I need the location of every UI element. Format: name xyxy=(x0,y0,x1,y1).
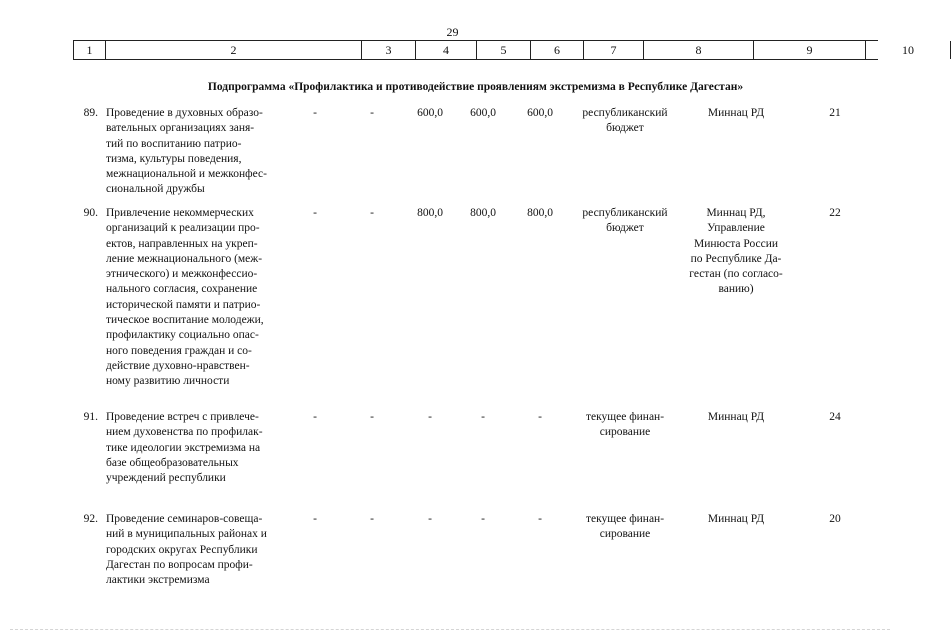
description-line: Дагестан по вопросам профи- xyxy=(106,558,253,571)
description-line: базе общеобразовательных xyxy=(106,456,239,469)
value-col10: 20 xyxy=(829,513,841,525)
column-header: 8 xyxy=(643,41,753,59)
value-col10: 24 xyxy=(829,411,841,423)
funding-source xyxy=(570,106,680,137)
value-col6: - xyxy=(481,513,485,525)
column-header: 1 xyxy=(73,41,105,59)
funding-source xyxy=(570,206,680,237)
row-number: 92. xyxy=(83,513,98,525)
funding-source xyxy=(570,512,680,543)
executor-line: Минюста России xyxy=(693,237,779,250)
description-line: исторической памяти и патрио- xyxy=(106,298,261,311)
description-line: тизма, культуры поведения, xyxy=(106,152,242,165)
funding-source-line: бюджет xyxy=(606,222,644,235)
row-description xyxy=(106,512,286,588)
executor-line: гестан (по согласо- xyxy=(689,268,783,281)
scan-artifact-line xyxy=(10,629,890,630)
description-line: Проведение в духовных образо- xyxy=(106,107,263,119)
column-header-row xyxy=(73,40,914,60)
funding-source-line: текущее финан- xyxy=(585,411,665,423)
description-line: ний в муниципальных районах и xyxy=(106,528,267,541)
description-line: нального согласия, сохранение xyxy=(106,283,258,296)
description-line: профилактику социально опас- xyxy=(106,329,259,342)
description-line: вательных организациях заня- xyxy=(106,122,255,135)
description-line: городских округах Республики xyxy=(106,543,258,556)
executor-line: Миннац РД xyxy=(707,107,765,119)
executor-line: Миннац РД, xyxy=(706,207,766,219)
description-line: сиональной дружбы xyxy=(106,183,205,196)
funding-source xyxy=(570,410,680,441)
funding-source-line: текущее финан- xyxy=(585,513,665,525)
column-header: 10 xyxy=(865,41,951,59)
column-header: 2 xyxy=(105,41,361,59)
row-description xyxy=(106,106,286,198)
executor-line: ванию) xyxy=(718,283,754,296)
executor xyxy=(680,206,792,298)
page-number: 29 xyxy=(446,25,459,39)
value-col7: 600,0 xyxy=(527,107,553,119)
executor-line: по Республике Да- xyxy=(690,252,782,265)
column-header: 3 xyxy=(361,41,415,59)
value-col3: - xyxy=(313,513,317,525)
description-line: Привлечение некоммерческих xyxy=(106,207,254,219)
funding-source-line: бюджет xyxy=(606,122,644,135)
description-line: тике идеологии экстремизма на xyxy=(106,441,261,454)
funding-source-line: сирование xyxy=(599,528,651,541)
value-col5: 600,0 xyxy=(417,107,443,119)
value-col5: 800,0 xyxy=(417,207,443,219)
column-header: 9 xyxy=(753,41,865,59)
column-header: 6 xyxy=(530,41,583,59)
value-col5: - xyxy=(428,513,432,525)
description-line: нием духовенства по профилак- xyxy=(106,426,263,439)
description-line: тий по воспитанию патрио- xyxy=(106,137,242,150)
value-col6: - xyxy=(481,411,485,423)
value-col5: - xyxy=(428,411,432,423)
value-col10: 22 xyxy=(829,207,841,219)
executor-line: Миннац РД xyxy=(707,513,765,525)
executor-line: Миннац РД xyxy=(707,411,765,423)
description-line: Проведение семинаров-совеща- xyxy=(106,513,263,525)
funding-source-line: сирование xyxy=(599,426,651,439)
description-line: организаций к реализации про- xyxy=(106,222,260,235)
funding-source-line: республиканский xyxy=(582,107,668,119)
value-col7: 800,0 xyxy=(527,207,553,219)
value-col4: - xyxy=(370,513,374,525)
description-line: лактики экстремизма xyxy=(106,574,210,587)
row-number: 90. xyxy=(83,207,98,219)
description-line: действие духовно-нравствен- xyxy=(106,359,250,372)
value-col3: - xyxy=(313,207,317,219)
value-col3: - xyxy=(313,411,317,423)
row-description xyxy=(106,410,286,486)
description-line: Проведение встреч с привлече- xyxy=(106,411,259,423)
description-line: учреждений республики xyxy=(106,472,226,485)
description-line: ектов, направленных на укреп- xyxy=(106,237,258,250)
value-col4: - xyxy=(370,207,374,219)
value-col3: - xyxy=(313,107,317,119)
description-line: тическое воспитание молодежи, xyxy=(106,314,264,327)
description-line: ление межнационального (меж- xyxy=(106,252,263,265)
executor xyxy=(680,106,792,121)
executor xyxy=(680,512,792,527)
description-line: ному развитию личности xyxy=(106,375,230,388)
executor xyxy=(680,410,792,425)
row-number: 89. xyxy=(83,107,98,119)
column-header: 5 xyxy=(476,41,530,59)
value-col4: - xyxy=(370,411,374,423)
column-header: 7 xyxy=(583,41,643,59)
executor-line: Управление xyxy=(707,222,765,235)
column-header: 4 xyxy=(415,41,476,59)
subprogram-title: Подпрограмма «Профилактика и противодействие проявлениям экстремизма в Республике Дагестан» xyxy=(207,81,744,93)
funding-source-line: республиканский xyxy=(582,207,668,219)
description-line: этнического) и межконфессио- xyxy=(106,268,258,281)
description-line: ного поведения граждан и со- xyxy=(106,344,252,357)
value-col4: - xyxy=(370,107,374,119)
value-col7: - xyxy=(538,411,542,423)
description-line: межнациональной и межконфес- xyxy=(106,168,267,181)
row-number: 91. xyxy=(83,411,98,423)
value-col6: 800,0 xyxy=(470,207,496,219)
value-col6: 600,0 xyxy=(470,107,496,119)
value-col7: - xyxy=(538,513,542,525)
row-description xyxy=(106,206,286,390)
value-col10: 21 xyxy=(829,107,841,119)
